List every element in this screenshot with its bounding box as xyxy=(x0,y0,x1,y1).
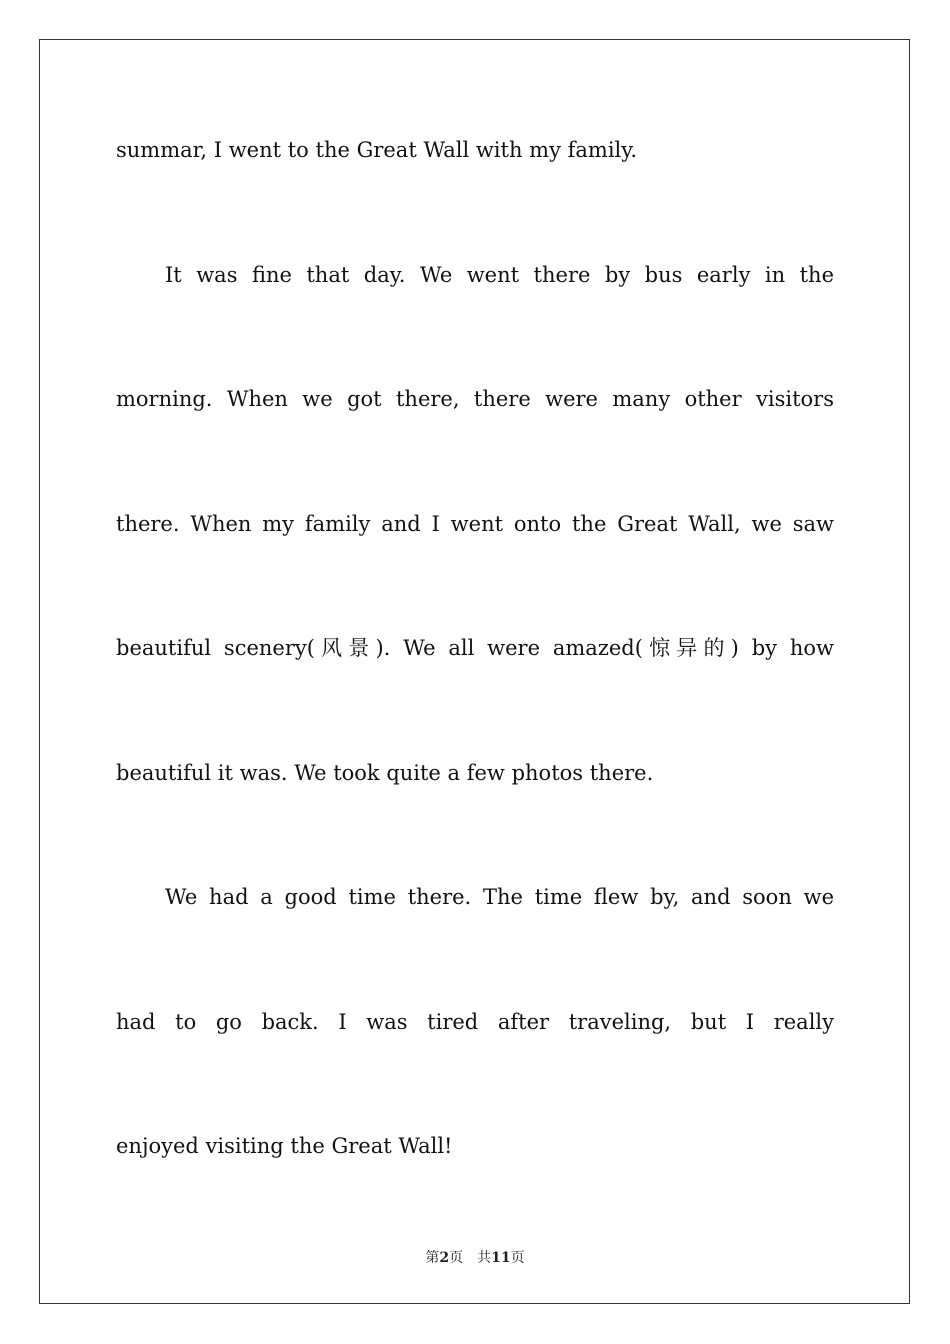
text-line: beautiful it was. We took quite a few photos there. xyxy=(116,760,654,785)
text-line: It was fine that day. We went there by bus early in the xyxy=(165,262,834,287)
text-line: summar, I went to the Great Wall with my family. xyxy=(116,138,638,162)
total-pages-count: 11 xyxy=(491,1250,511,1266)
total-pages-prefix: 共 xyxy=(477,1250,492,1266)
total-pages-suffix: 页 xyxy=(510,1250,525,1266)
page-number-prefix: 第 xyxy=(425,1250,440,1266)
text-line: beautiful scenery(风景). We all were amazed(惊异的) by how xyxy=(116,636,834,660)
page-number-suffix: 页 xyxy=(449,1250,464,1266)
page-number-current: 2 xyxy=(439,1250,450,1266)
text-line: We had a good time there. The time flew by, and soon we xyxy=(165,885,834,909)
document-body xyxy=(116,119,834,1240)
text-line: had to go back. I was tired after traveling, but I really xyxy=(116,1009,834,1034)
text-line: morning. When we got there, there were many other visitors xyxy=(116,387,834,411)
text-line: enjoyed visiting the Great Wall! xyxy=(116,1134,453,1158)
text-line: there. When my family and I went onto the Great Wall, we saw xyxy=(116,511,834,536)
page-footer xyxy=(0,1247,950,1267)
